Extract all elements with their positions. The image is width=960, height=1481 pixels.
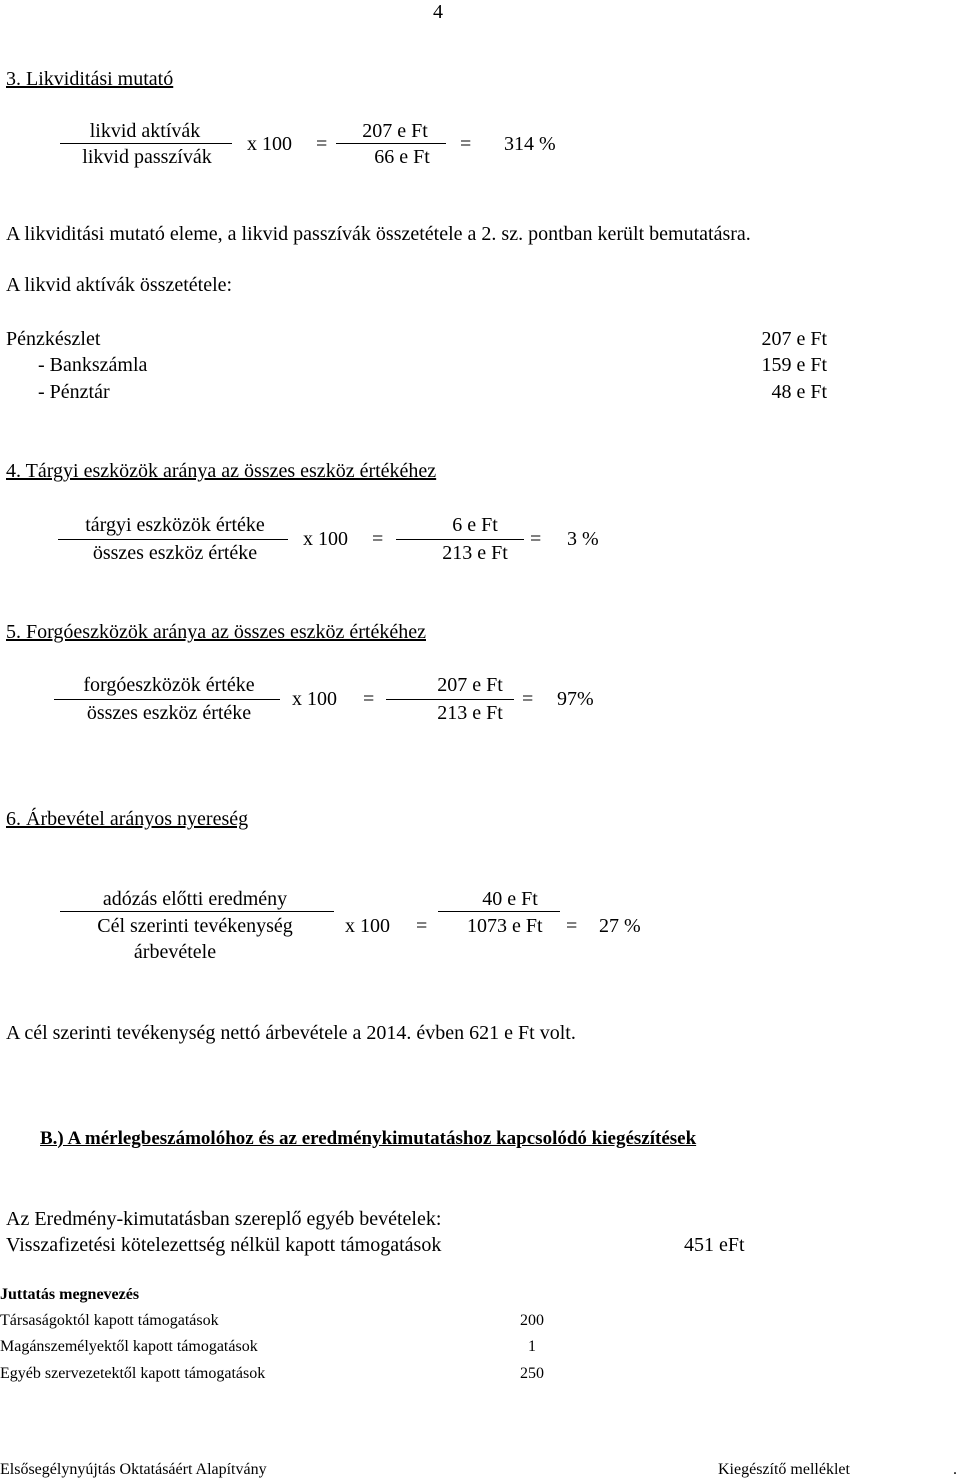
sec3-result-numerator: 207 e Ft: [362, 120, 428, 142]
sec5-formula-numerator: forgóeszközök értéke: [83, 674, 255, 696]
sec4-multiplier: x 100: [303, 528, 348, 550]
sec4-equals-1: =: [372, 528, 384, 550]
sec5-fraction-line: [54, 699, 280, 700]
sec4-result-denominator: 213 e Ft: [442, 542, 508, 564]
sec3-equals-2: =: [460, 133, 472, 155]
sec6-formula-denominator: Cél szerinti tevékenység: [97, 915, 293, 937]
table-row-value: 1: [528, 1338, 536, 1355]
sec6-formula-denominator-2: árbevétele: [133, 941, 217, 963]
footer-dot: .: [953, 1461, 957, 1478]
sec5-equals-1: =: [363, 688, 375, 710]
sec3-result-denominator: 66 e Ft: [374, 146, 430, 168]
table-header: Juttatás megnevezés: [0, 1286, 140, 1303]
sec3-fraction-line: [60, 143, 232, 144]
sec3-note: A likviditási mutató eleme, a likvid passzívák összetétele a 2. sz. pontban került bemutatásra.: [6, 223, 751, 245]
sec5-equals-2: =: [522, 688, 534, 710]
table-row-label: Társaságoktól kapott támogatások: [0, 1312, 219, 1329]
sec4-formula-numerator: tárgyi eszközök értéke: [85, 514, 265, 536]
sec5-result-numerator: 207 e Ft: [437, 674, 503, 696]
footer-right: Kiegészítő melléklet: [718, 1461, 850, 1478]
sec4-equals-2: =: [530, 528, 542, 550]
sec5-formula-denominator: összes eszköz értéke: [86, 702, 252, 724]
sec6-equals-1: =: [416, 915, 428, 937]
sec3-formula-numerator: likvid aktívák: [89, 120, 201, 142]
sec3-row-label: - Pénztár: [38, 381, 110, 403]
sec3-row-label: - Bankszámla: [38, 354, 148, 376]
sec3-result-fraction-line: [336, 143, 446, 144]
sec4-formula-denominator: összes eszköz értéke: [92, 542, 258, 564]
section-4-heading: 4. Tárgyi eszközök aránya az összes eszköz értékéhez: [6, 460, 437, 482]
sec4-fraction-line: [58, 539, 288, 540]
sec5-result: 97%: [557, 688, 594, 710]
sec3-row-label: Pénzkészlet: [6, 328, 101, 350]
sec-b-line2-value: 451 eFt: [684, 1234, 745, 1256]
table-row-value: 200: [520, 1312, 544, 1329]
sec4-result: 3 %: [567, 528, 599, 550]
sec6-multiplier: x 100: [345, 915, 390, 937]
table-row-value: 250: [520, 1365, 544, 1382]
sec3-multiplier: x 100: [247, 133, 292, 155]
sec6-result: 27 %: [599, 915, 641, 937]
sec3-equals-1: =: [316, 133, 328, 155]
page-number: 4: [433, 1, 443, 23]
sec-b-line2: Visszafizetési kötelezettség nélkül kapott támogatások: [6, 1234, 442, 1256]
sec6-result-denominator: 1073 e Ft: [467, 915, 543, 937]
sec3-result: 314 %: [504, 133, 556, 155]
footer-left: Elsősegélynyújtás Oktatásáért Alapítvány: [0, 1461, 267, 1478]
table-row-label: Egyéb szervezetektől kapott támogatások: [0, 1365, 266, 1382]
table-row-label: Magánszemélyektől kapott támogatások: [0, 1338, 258, 1355]
sec6-result-fraction-line: [438, 911, 560, 912]
sec-b-line1: Az Eredmény-kimutatásban szereplő egyéb bevételek:: [6, 1208, 442, 1230]
section-6-heading: 6. Árbevétel arányos nyereség: [6, 808, 249, 830]
sec4-result-numerator: 6 e Ft: [452, 514, 498, 536]
sec3-aktivak-title: A likvid aktívák összetétele:: [6, 274, 233, 296]
sec6-formula-numerator: adózás előtti eredmény: [102, 888, 288, 910]
sec4-result-fraction-line: [396, 539, 524, 540]
sec5-multiplier: x 100: [292, 688, 337, 710]
sec5-result-denominator: 213 e Ft: [437, 702, 503, 724]
sec6-result-numerator: 40 e Ft: [482, 888, 538, 910]
sec3-row-value: 159 e Ft: [761, 354, 827, 376]
sec3-row-value: 207 e Ft: [761, 328, 827, 350]
sec3-formula-denominator: likvid passzívák: [82, 146, 212, 168]
section-5-heading: 5. Forgóeszközök aránya az összes eszköz értékéhez: [6, 621, 426, 643]
sec5-result-fraction-line: [386, 699, 514, 700]
section-3-heading: 3. Likviditási mutató: [6, 68, 174, 90]
section-b-heading: B.) A mérlegbeszámolóhoz és az eredménykimutatáshoz kapcsolódó kiegészítések: [40, 1128, 697, 1149]
sec6-note: A cél szerinti tevékenység nettó árbevétele a 2014. évben 621 e Ft volt.: [6, 1022, 576, 1044]
sec6-equals-2: =: [566, 915, 578, 937]
sec3-row-value: 48 e Ft: [771, 381, 827, 403]
sec6-fraction-line: [60, 911, 334, 912]
